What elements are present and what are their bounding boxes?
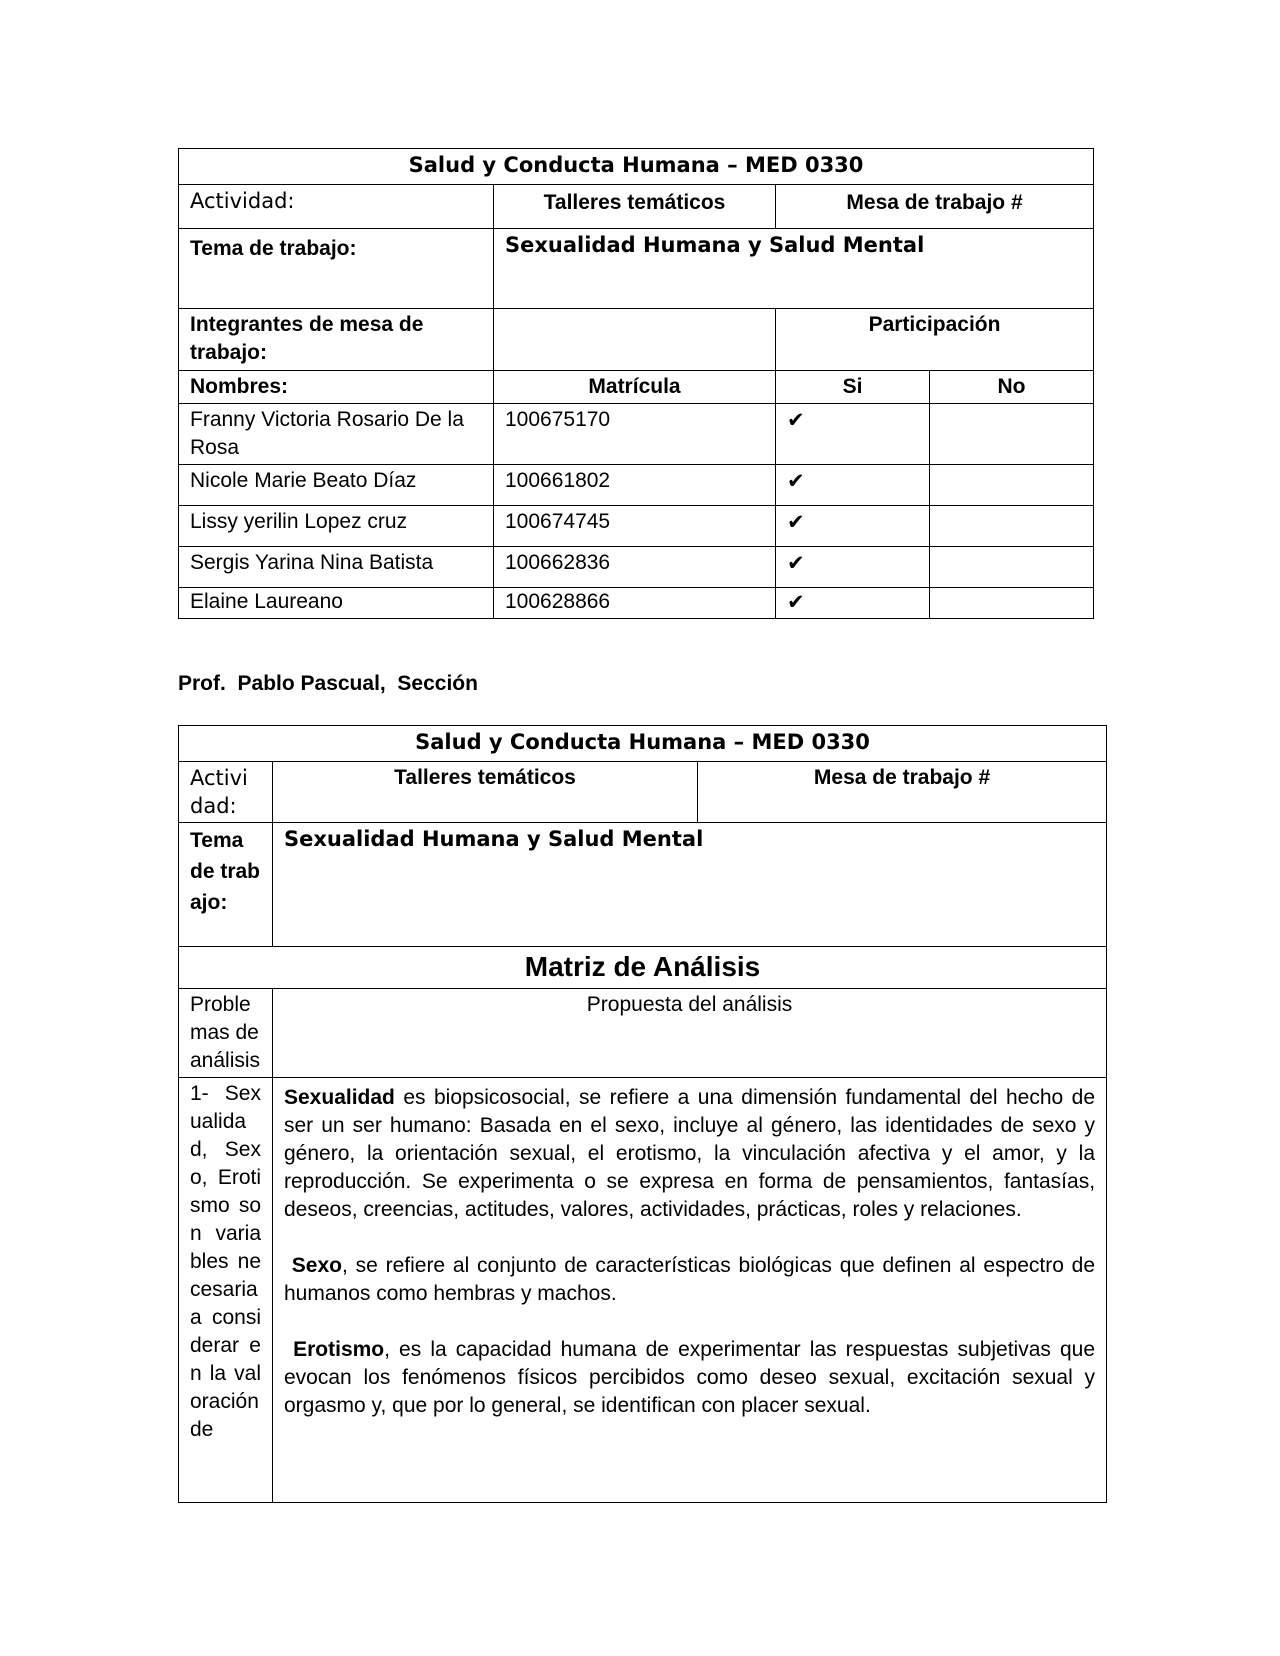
member-name: Lissy yerilin Lopez cruz <box>179 506 494 547</box>
table-row <box>179 547 1094 588</box>
definition-erotismo: , es la capacidad humana de experimentar las respuestas subjetivas que evocan los fenómenos físicos percibidos como deseo sexual, excitación sexual y orgasmo y, que por lo general, se identifican con placer sexual. <box>284 1338 1096 1417</box>
member-name: Nicole Marie Beato Díaz <box>179 465 494 506</box>
propuesta-label: Propuesta del análisis <box>273 989 1107 1078</box>
analysis-paragraph <box>284 1336 1095 1420</box>
problem-text: 1- Sexualidad, Sexo, Erotismo son variables necesaria a considerar en la valoración de <box>179 1078 273 1503</box>
course-title: Salud y Conducta Humana – MED 0330 <box>179 726 1107 762</box>
integrantes-label: Integrantes de mesa de trabajo: <box>179 309 494 371</box>
participacion-label: Participación <box>776 309 1094 371</box>
table-row <box>179 506 1094 547</box>
member-id: 100628866 <box>494 588 776 619</box>
tema-label: Tema de trabajo: <box>179 229 494 309</box>
mesa-label: Mesa de trabajo # <box>776 185 1094 229</box>
si-header: Si <box>776 371 930 404</box>
mesa-label: Mesa de trabajo # <box>698 762 1107 823</box>
table-row <box>179 465 1094 506</box>
term-erotismo: Erotismo <box>293 1338 385 1361</box>
participation-no <box>930 547 1094 588</box>
course-title: Salud y Conducta Humana – MED 0330 <box>179 149 1094 185</box>
talleres-label: Talleres temáticos <box>494 185 776 229</box>
member-id: 100661802 <box>494 465 776 506</box>
talleres-label: Talleres temáticos <box>273 762 698 823</box>
term-sexualidad: Sexualidad <box>284 1086 395 1109</box>
definition-sexo: , se refiere al conjunto de características biológicas que definen al espectro de humanos como hembras y machos. <box>284 1254 1096 1305</box>
matricula-header: Matrícula <box>494 371 776 404</box>
analysis-table <box>178 725 1107 1503</box>
group-info-table <box>178 148 1094 619</box>
matriz-title: Matriz de Análisis <box>179 947 1107 989</box>
participation-si: ✔ <box>776 506 930 547</box>
actividad-label: Actividad: <box>179 762 273 823</box>
member-id: 100662836 <box>494 547 776 588</box>
actividad-label: Actividad: <box>179 185 494 229</box>
analysis-paragraph <box>284 1084 1095 1224</box>
analysis-paragraph <box>284 1252 1095 1308</box>
professor-line: Prof. Pablo Pascual, Sección <box>178 672 478 695</box>
participation-no <box>930 588 1094 619</box>
tema-value: Sexualidad Humana y Salud Mental <box>273 823 1107 947</box>
participation-si: ✔ <box>776 465 930 506</box>
integrantes-empty-cell <box>494 309 776 371</box>
tema-value: Sexualidad Humana y Salud Mental <box>494 229 1094 309</box>
member-name: Elaine Laureano <box>179 588 494 619</box>
nombres-header: Nombres: <box>179 371 494 404</box>
problemas-label: Problemas de análisis <box>179 989 273 1078</box>
tema-label: Tema de trabajo: <box>179 823 273 947</box>
term-sexo: Sexo <box>291 1254 342 1277</box>
participation-si: ✔ <box>776 547 930 588</box>
member-id: 100674745 <box>494 506 776 547</box>
table-row <box>179 588 1094 619</box>
member-name: Sergis Yarina Nina Batista <box>179 547 494 588</box>
table-row <box>179 404 1094 465</box>
participation-no <box>930 465 1094 506</box>
analysis-content <box>273 1078 1107 1503</box>
member-id: 100675170 <box>494 404 776 465</box>
participation-no <box>930 506 1094 547</box>
participation-no <box>930 404 1094 465</box>
participation-si: ✔ <box>776 588 930 619</box>
definition-sexualidad: es biopsicosocial, se refiere a una dimensión fundamental del hecho de ser un ser humano: Basada en el sexo, incluye al género, las identidades de sexo y género, la orientación sexual, el erotismo, la vinculación afectiva y el amor, y la reproducción. Se experimenta o se expresa en forma de pensamientos, fantasías, deseos, creencias, actitudes, valores, actividades, prácticas, roles y relaciones. <box>284 1086 1096 1221</box>
member-name: Franny Victoria Rosario De la Rosa <box>179 404 494 465</box>
participation-si: ✔ <box>776 404 930 465</box>
no-header: No <box>930 371 1094 404</box>
